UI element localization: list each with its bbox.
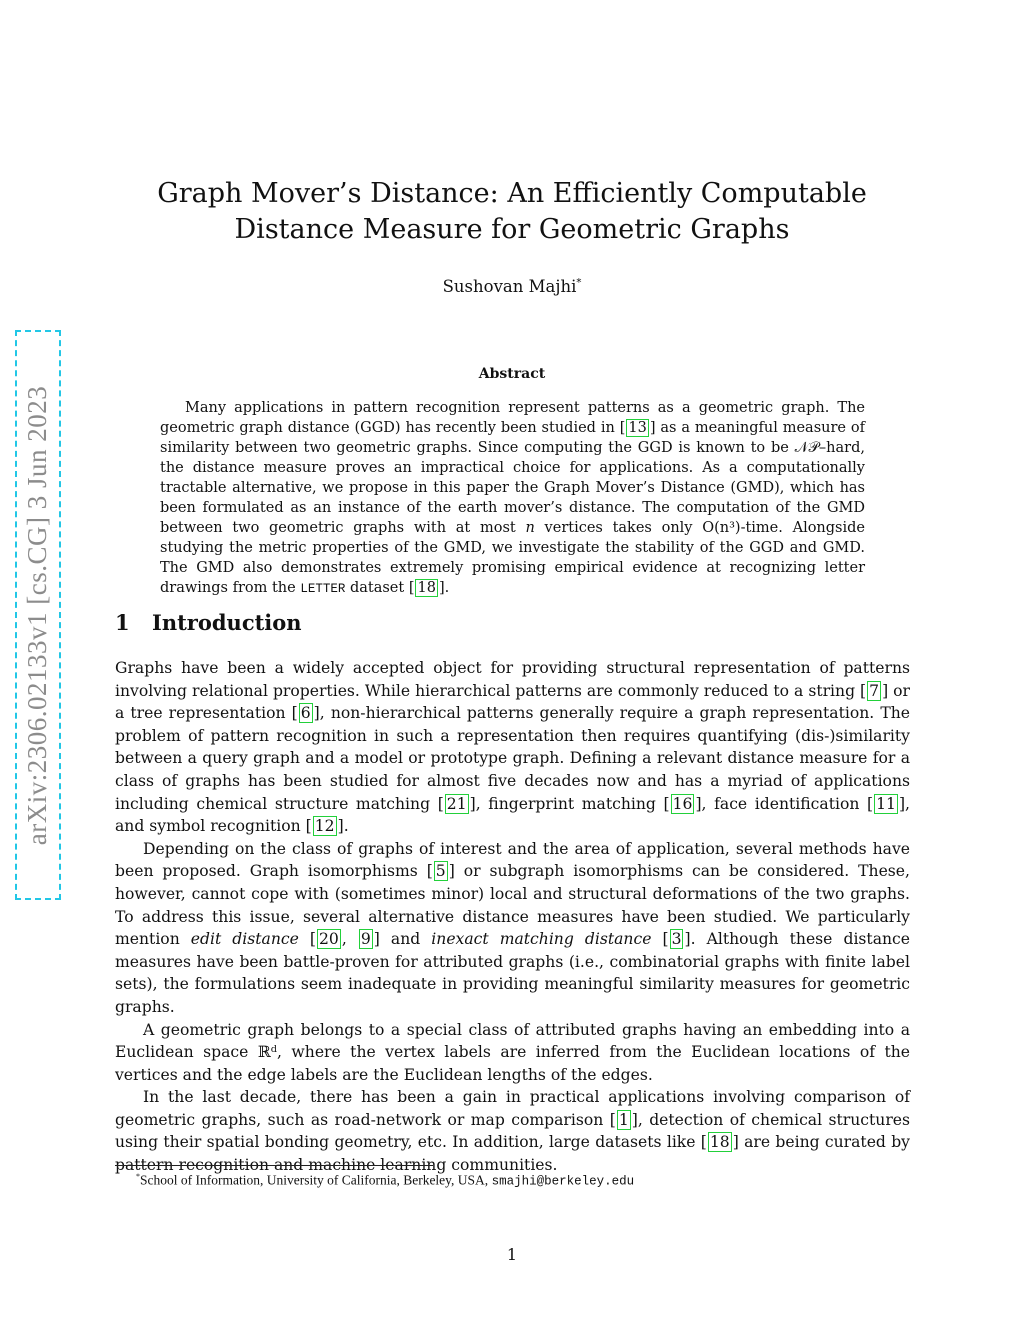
abstract-sentence: as a meaningful measure of similarity between two geometric graphs. Since computing the GGD is known to be 𝒩𝒫–hard, the distance measure proves an impractical choice for applications. As a computationally tractable alternative, we propose in this paper the Graph Mover’s Distance (GMD), which has been formulated as an instance of the earth mover’s distance. The computation of the GMD between two geometric graphs with at most (160, 420, 865, 536)
footnote-divider (115, 1165, 433, 1166)
section-heading (115, 610, 915, 635)
text-run: . (343, 817, 349, 836)
arxiv-stamp[interactable] (15, 330, 61, 900)
text-run: and (379, 930, 432, 949)
citation-link[interactable]: 9 (360, 930, 371, 949)
citation-link[interactable]: 13 (628, 420, 647, 436)
citation-link[interactable]: 5 (435, 862, 446, 881)
paragraph: In the last decade, there has been a gain in practical applications involving comparison of geometric graphs, such as road-network or map comparison [ 1 ], detection of chemical structures using their spatial bonding geometry, etc. In addition, large datasets like [ 18 ] are being curated by pattern recognition and machine learning communities. (115, 1088, 910, 1175)
section-number: 1 (115, 610, 130, 635)
section-title: Introduction (152, 610, 302, 635)
text-run: , and symbol recognition (115, 794, 910, 836)
citation-link[interactable]: 21 (446, 794, 467, 813)
text-run: , non-hierarchical patterns generally require a graph representation. The problem of pattern recognition in such a representation then requires quantifying (dis-)similarity between a query graph and a model or prototype graph. Defining a relevant distance measure for a class of graphs has been studied for almost five decades now and has a myriad of applications including chemical structure matching (115, 704, 911, 813)
citation-link[interactable]: 1 (618, 1110, 629, 1129)
text-run: are being curated by pattern recognition and machine learning communities. (115, 1133, 910, 1175)
paragraph: Graphs have been a widely accepted object for providing structural representation of patterns involving relational properties. While hierarchical patterns are commonly reduced to a string [ 7 ] or a tree representation [ 6 ], non-hierarchical patterns generally require a graph representation. The problem of pattern recognition in such a representation then requires quantifying (dis-)similarity between a query graph and a model or prototype graph. Defining a relevant distance measure for a class of graphs has been studied for almost five decades now and has a myriad of applications including chemical structure matching [ 21 ], fingerprint matching [ 16 ], face identification [ 11 ], and symbol recognition [ 12 ]. (115, 659, 911, 836)
citation-link[interactable]: 3 (671, 930, 682, 949)
citation-link[interactable]: 7 (869, 681, 880, 700)
dataset-name: LETTER (300, 582, 346, 596)
text-run: , detection of chemical structures using their spatial bonding geometry, etc. In addition, large datasets like (115, 1110, 910, 1152)
citation-link[interactable]: 16 (672, 794, 693, 813)
author-footnote-mark[interactable]: * (576, 277, 582, 289)
text-run: , fingerprint matching (475, 794, 664, 813)
paragraph: A geometric graph belongs to a special class of attributed graphs having an embedding into a Euclidean space ℝᵈ, where the vertex labels are inferred from the Euclidean locations of the vertices and the edge labels are the Euclidean lengths of the edges. (115, 1020, 910, 1084)
paragraph: Depending on the class of graphs of interest and the area of application, several methods have been proposed. Graph isomorphisms [ 5 ] or subgraph isomorphisms can be considered. These, however, cannot cope with (sometimes minor) local and structural deformations of the two graphs. To address this issue, several alternative distance measures have been studied. We particularly mention edit distance [ 20 , 9 ] and inexact matching distance [ 3 ]. Although these distance measures have been battle-proven for attributed graphs (i.e., combinatorial graphs with finite label sets), the formulations seem inadequate in providing meaningful similarity measures for geometric graphs. (115, 839, 910, 1016)
footnote (136, 1172, 916, 1189)
text-run: Graphs have been a widely accepted object for providing structural representation of patterns involving relational properties. While hierarchical patterns are commonly reduced to a string (115, 659, 910, 700)
footnote-mark: * (136, 1172, 140, 1181)
text-run: Depending on the class of graphs of interest and the area of application, several methods have been proposed. Graph isomorphisms (115, 839, 910, 881)
footnote-text: School of Information, University of California, Berkeley, USA, (140, 1172, 492, 1188)
citation-link[interactable]: 20 (319, 930, 339, 949)
citation-link[interactable]: 18 (417, 580, 436, 596)
author-line (110, 277, 914, 296)
author-name: Sushovan Majhi (442, 277, 577, 296)
abstract-sentence: dataset (345, 580, 409, 596)
citation-link[interactable]: 18 (709, 1133, 730, 1152)
text-run: , face identification (701, 794, 867, 813)
text-run: or subgraph isomorphisms can be considered. These, however, cannot cope with (sometimes minor) local and structural deformations of the two graphs. To address this issue, several alternative distance measures have been studied. We particularly mention (115, 862, 910, 949)
abstract-sentence: Many applications in pattern recognition represent patterns as a geometric graph. The geometric graph distance (GGD) has recently been studied in (160, 400, 865, 436)
emphasis: edit distance (190, 930, 299, 949)
text-run: or a tree representation (115, 681, 910, 723)
citation-link[interactable]: 12 (314, 817, 335, 836)
author-email[interactable]: smajhi@berkeley.edu (491, 1174, 635, 1189)
citation-link[interactable]: 6 (300, 704, 311, 723)
abstract-text: Many applications in pattern recognition represent patterns as a geometric graph. The geometric graph distance (GGD) has recently been studied in [ 13 ] as a meaningful measure of similarity between two geometric graphs. Since computing the GGD is known to be 𝒩𝒫–hard, the distance measure proves an impractical choice for applications. As a computationally tractable alternative, we propose in this paper the Graph Mover’s Distance (GMD), which has been formulated as an instance of the earth mover’s distance. The computation of the GMD between two geometric graphs with at most n vertices takes only O(n³)-time. Alongside studying the metric properties of the GMD, we investigate the stability of the GGD and GMD. The GMD also demonstrates extremely promising empirical evidence at recognizing letter drawings from the LETTER dataset [ 18 ]. (160, 400, 865, 596)
citation-link[interactable]: 11 (876, 794, 896, 813)
text-run: . Although these distance measures have been battle-proven for attributed graphs (i.e., combinatorial graphs with finite label sets), the formulations seem inadequate in providing meaningful similarity measures for geometric graphs. (115, 930, 910, 1016)
math-variable: n (525, 520, 535, 536)
arxiv-id: arXiv:2306.02133v1 [cs.CG] 3 Jun 2023 (22, 385, 53, 845)
emphasis: inexact matching distance (431, 930, 652, 949)
text-run: In the last decade, there has been a gain in practical applications involving comparison of geometric graphs, such as road-network or map comparison (115, 1088, 910, 1129)
introduction-body (115, 657, 910, 1177)
abstract-sentence: vertices takes only O(n³)-time. Alongside studying the metric properties of the GMD, we investigate the stability of the GGD and GMD. The GMD also demonstrates extremely promising empirical evidence at recognizing letter drawings from the (160, 520, 865, 596)
paper-title: Graph Mover’s Distance: An Efficiently Computable Distance Measure for Geometric Graphs (157, 178, 867, 245)
abstract-heading: Abstract (478, 366, 546, 382)
abstract-sentence: . (444, 580, 450, 596)
page-number: 1 (506, 1245, 518, 1264)
